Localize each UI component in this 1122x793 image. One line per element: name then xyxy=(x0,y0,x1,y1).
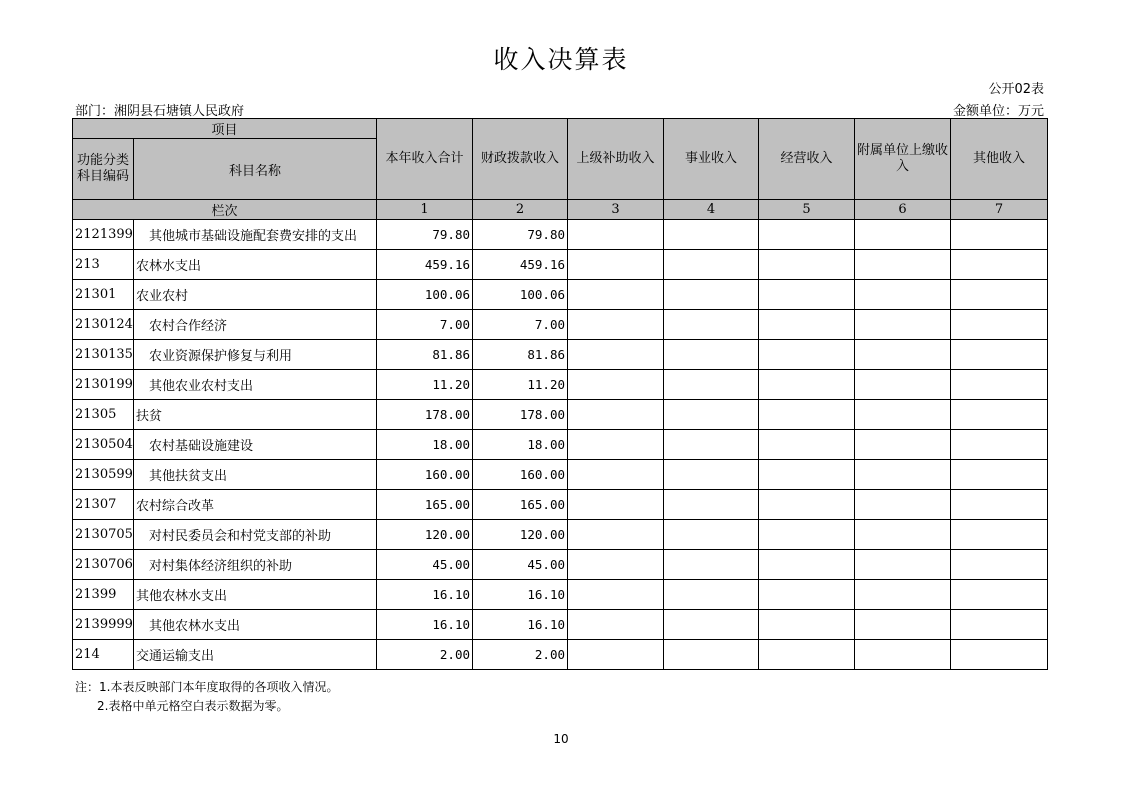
cell-superior xyxy=(568,250,664,280)
cell-fiscal: 16.10 xyxy=(473,610,568,640)
cell-total: 2.00 xyxy=(377,640,473,670)
cell-operating xyxy=(759,250,855,280)
header-col-2: 财政拨款收入 xyxy=(473,119,568,200)
table-row xyxy=(73,430,1048,460)
cell-subject-name: 扶贫 xyxy=(134,400,377,430)
cell-operating xyxy=(759,460,855,490)
cell-fiscal: 16.10 xyxy=(473,580,568,610)
cell-fiscal: 120.00 xyxy=(473,520,568,550)
cell-operating xyxy=(759,550,855,580)
cell-business xyxy=(664,610,759,640)
table-row xyxy=(73,310,1048,340)
table-row xyxy=(73,460,1048,490)
table-row xyxy=(73,580,1048,610)
cell-superior xyxy=(568,580,664,610)
table-row xyxy=(73,250,1048,280)
cell-subject-name: 其他农林水支出 xyxy=(134,580,377,610)
header-col-7: 其他收入 xyxy=(951,119,1048,200)
cell-operating xyxy=(759,340,855,370)
cell-business xyxy=(664,370,759,400)
cell-business xyxy=(664,220,759,250)
cell-affiliate xyxy=(855,370,951,400)
department-label: 部门：湘阴县石塘镇人民政府 xyxy=(75,104,245,119)
page-number: 10 xyxy=(553,732,569,746)
cell-other xyxy=(951,490,1048,520)
cell-code: 2130504 xyxy=(73,430,134,460)
cell-subject-name: 农村合作经济 xyxy=(134,310,377,340)
table-row xyxy=(73,280,1048,310)
cell-subject-name: 农业资源保护修复与利用 xyxy=(134,340,377,370)
cell-subject-name: 农业农村 xyxy=(134,280,377,310)
cell-fiscal: 7.00 xyxy=(473,310,568,340)
header-index-1: 1 xyxy=(377,200,473,220)
cell-superior xyxy=(568,610,664,640)
cell-code: 2121399 xyxy=(73,220,134,250)
cell-total: 79.80 xyxy=(377,220,473,250)
cell-affiliate xyxy=(855,520,951,550)
cell-total: 16.10 xyxy=(377,610,473,640)
cell-other xyxy=(951,400,1048,430)
cell-business xyxy=(664,340,759,370)
cell-subject-name: 对村民委员会和村党支部的补助 xyxy=(134,520,377,550)
cell-total: 178.00 xyxy=(377,400,473,430)
cell-other xyxy=(951,250,1048,280)
cell-code: 2130124 xyxy=(73,310,134,340)
header-func-code: 功能分类科目编码 xyxy=(73,139,134,200)
cell-total: 120.00 xyxy=(377,520,473,550)
cell-superior xyxy=(568,520,664,550)
cell-code: 2139999 xyxy=(73,610,134,640)
header-index-5: 5 xyxy=(759,200,855,220)
header-index-7: 7 xyxy=(951,200,1048,220)
form-number: 公开02表 xyxy=(988,82,1044,97)
header-index-3: 3 xyxy=(568,200,664,220)
cell-affiliate xyxy=(855,580,951,610)
cell-fiscal: 100.06 xyxy=(473,280,568,310)
cell-other xyxy=(951,460,1048,490)
cell-subject-name: 交通运输支出 xyxy=(134,640,377,670)
cell-business xyxy=(664,640,759,670)
cell-affiliate xyxy=(855,640,951,670)
cell-total: 7.00 xyxy=(377,310,473,340)
cell-code: 2130706 xyxy=(73,550,134,580)
cell-total: 459.16 xyxy=(377,250,473,280)
cell-business xyxy=(664,550,759,580)
cell-business xyxy=(664,460,759,490)
cell-code: 21307 xyxy=(73,490,134,520)
cell-total: 100.06 xyxy=(377,280,473,310)
cell-total: 81.86 xyxy=(377,340,473,370)
cell-other xyxy=(951,310,1048,340)
cell-business xyxy=(664,310,759,340)
cell-code: 21399 xyxy=(73,580,134,610)
cell-fiscal: 459.16 xyxy=(473,250,568,280)
cell-business xyxy=(664,490,759,520)
cell-other xyxy=(951,370,1048,400)
cell-affiliate xyxy=(855,220,951,250)
cell-superior xyxy=(568,400,664,430)
table-row xyxy=(73,490,1048,520)
cell-subject-name: 其他农业农村支出 xyxy=(134,370,377,400)
cell-code: 2130599 xyxy=(73,460,134,490)
cell-code: 21305 xyxy=(73,400,134,430)
table-row xyxy=(73,220,1048,250)
cell-business xyxy=(664,250,759,280)
cell-affiliate xyxy=(855,460,951,490)
cell-total: 18.00 xyxy=(377,430,473,460)
cell-subject-name: 其他农林水支出 xyxy=(134,610,377,640)
header-col-6: 附属单位上缴收入 xyxy=(855,119,951,200)
cell-operating xyxy=(759,520,855,550)
cell-subject-name: 农村基础设施建设 xyxy=(134,430,377,460)
cell-code: 2130135 xyxy=(73,340,134,370)
header-col-3: 上级补助收入 xyxy=(568,119,664,200)
note-2: 2.表格中单元格空白表示数据为零。 xyxy=(97,699,289,713)
cell-fiscal: 45.00 xyxy=(473,550,568,580)
cell-total: 11.20 xyxy=(377,370,473,400)
cell-other xyxy=(951,640,1048,670)
cell-affiliate xyxy=(855,610,951,640)
cell-other xyxy=(951,340,1048,370)
cell-business xyxy=(664,280,759,310)
header-col-4: 事业收入 xyxy=(664,119,759,200)
cell-fiscal: 79.80 xyxy=(473,220,568,250)
cell-superior xyxy=(568,550,664,580)
cell-affiliate xyxy=(855,430,951,460)
table-row xyxy=(73,340,1048,370)
income-table xyxy=(72,118,1048,670)
cell-fiscal: 18.00 xyxy=(473,430,568,460)
page-title: 收入决算表 xyxy=(493,45,629,74)
header-col-1: 本年收入合计 xyxy=(377,119,473,200)
cell-business xyxy=(664,400,759,430)
cell-operating xyxy=(759,370,855,400)
cell-operating xyxy=(759,640,855,670)
cell-superior xyxy=(568,460,664,490)
table-row xyxy=(73,640,1048,670)
header-subject-name: 科目名称 xyxy=(134,139,377,200)
cell-total: 16.10 xyxy=(377,580,473,610)
cell-affiliate xyxy=(855,250,951,280)
cell-business xyxy=(664,520,759,550)
cell-subject-name: 农村综合改革 xyxy=(134,490,377,520)
cell-other xyxy=(951,520,1048,550)
cell-superior xyxy=(568,490,664,520)
cell-superior xyxy=(568,640,664,670)
header-row-label: 栏次 xyxy=(73,200,377,220)
cell-subject-name: 对村集体经济组织的补助 xyxy=(134,550,377,580)
cell-fiscal: 2.00 xyxy=(473,640,568,670)
cell-operating xyxy=(759,490,855,520)
cell-subject-name: 其他扶贫支出 xyxy=(134,460,377,490)
cell-total: 160.00 xyxy=(377,460,473,490)
cell-other xyxy=(951,580,1048,610)
cell-other xyxy=(951,430,1048,460)
cell-operating xyxy=(759,430,855,460)
cell-affiliate xyxy=(855,550,951,580)
header-index-2: 2 xyxy=(473,200,568,220)
cell-other xyxy=(951,550,1048,580)
table-row xyxy=(73,520,1048,550)
header-index-6: 6 xyxy=(855,200,951,220)
cell-affiliate xyxy=(855,400,951,430)
header-index-4: 4 xyxy=(664,200,759,220)
cell-superior xyxy=(568,220,664,250)
cell-operating xyxy=(759,280,855,310)
cell-superior xyxy=(568,280,664,310)
cell-fiscal: 81.86 xyxy=(473,340,568,370)
cell-other xyxy=(951,220,1048,250)
cell-affiliate xyxy=(855,340,951,370)
cell-code: 213 xyxy=(73,250,134,280)
cell-superior xyxy=(568,430,664,460)
cell-code: 214 xyxy=(73,640,134,670)
cell-superior xyxy=(568,370,664,400)
header-col-5: 经营收入 xyxy=(759,119,855,200)
header-project: 项目 xyxy=(73,119,377,139)
table-row xyxy=(73,400,1048,430)
cell-subject-name: 其他城市基础设施配套费安排的支出 xyxy=(134,220,377,250)
cell-total: 165.00 xyxy=(377,490,473,520)
cell-affiliate xyxy=(855,280,951,310)
cell-superior xyxy=(568,310,664,340)
cell-affiliate xyxy=(855,490,951,520)
table-row xyxy=(73,550,1048,580)
cell-subject-name: 农林水支出 xyxy=(134,250,377,280)
cell-operating xyxy=(759,220,855,250)
cell-total: 45.00 xyxy=(377,550,473,580)
cell-fiscal: 178.00 xyxy=(473,400,568,430)
cell-fiscal: 165.00 xyxy=(473,490,568,520)
cell-operating xyxy=(759,610,855,640)
cell-other xyxy=(951,280,1048,310)
unit-label: 金额单位：万元 xyxy=(952,104,1044,119)
cell-operating xyxy=(759,400,855,430)
cell-code: 2130705 xyxy=(73,520,134,550)
table-row xyxy=(73,610,1048,640)
cell-superior xyxy=(568,340,664,370)
cell-other xyxy=(951,610,1048,640)
cell-operating xyxy=(759,580,855,610)
cell-business xyxy=(664,430,759,460)
cell-code: 21301 xyxy=(73,280,134,310)
cell-fiscal: 160.00 xyxy=(473,460,568,490)
cell-fiscal: 11.20 xyxy=(473,370,568,400)
note-1: 注：1.本表反映部门本年度取得的各项收入情况。 xyxy=(75,680,339,694)
cell-business xyxy=(664,580,759,610)
cell-code: 2130199 xyxy=(73,370,134,400)
cell-operating xyxy=(759,310,855,340)
cell-affiliate xyxy=(855,310,951,340)
table-row xyxy=(73,370,1048,400)
